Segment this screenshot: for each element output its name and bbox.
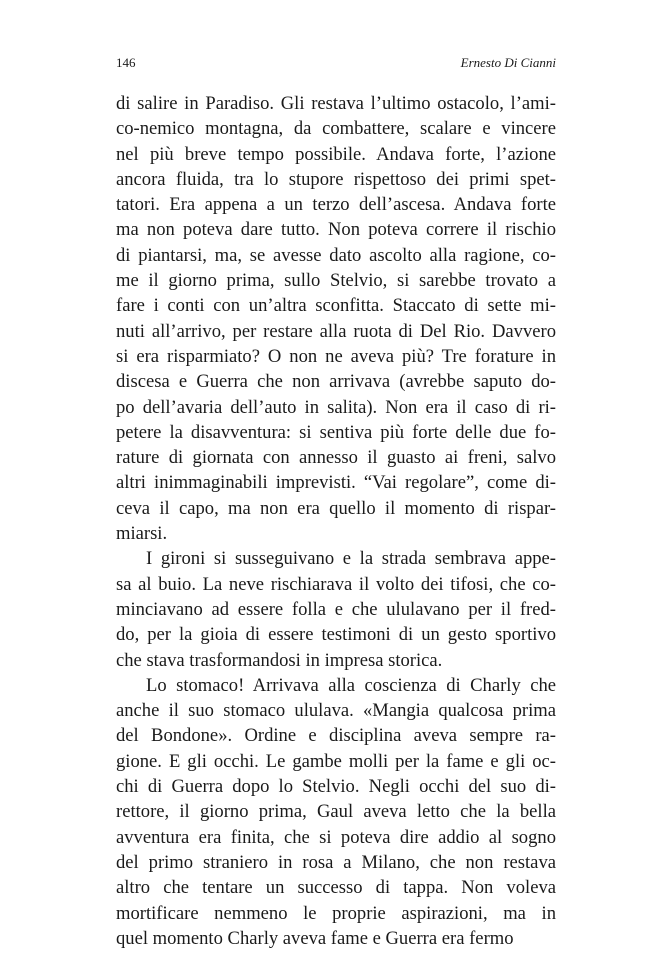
running-head-author: Ernesto Di Cianni	[460, 55, 556, 70]
text-line: me il giorno prima, sullo Stelvio, si sarebbe trovato a	[116, 270, 556, 292]
text-line: si era risparmiato? O non ne aveva più? Tre forature in	[116, 345, 556, 367]
text-line: di salire in Paradiso. Gli restava l’ultimo ostacolo, l’ami-	[116, 93, 556, 114]
text-line: altri inimmaginabili imprevisti. “Vai regolare”, come di-	[116, 472, 556, 494]
text-line: avventura era finita, che si poteva dire addio al sogno	[116, 826, 556, 848]
text-line: del Bondone». Ordine e disciplina aveva sempre ra-	[116, 725, 556, 747]
text-line: Lo stomaco! Arrivava alla coscienza di Charly che	[146, 674, 556, 696]
text-line: I gironi si susseguivano e la strada sembrava appe-	[146, 548, 556, 570]
text-line: ceva il capo, ma non era quello il momento di rispar-	[116, 497, 556, 519]
text-line: sa al buio. La neve rischiarava il volto dei tifosi, che co-	[116, 573, 556, 595]
text-line: rettore, il giorno prima, Gaul aveva letto che la bella	[116, 801, 556, 823]
paragraph	[116, 91, 556, 546]
page-header	[116, 55, 556, 77]
paragraph	[116, 673, 556, 951]
text-line: che stava trasformandosi in impresa storica.	[116, 649, 443, 671]
text-line: rature di giornata con annesso il guasto ai freni, salvo	[116, 447, 556, 469]
text-line: anche il suo stomaco ululava. «Mangia qualcosa prima	[116, 700, 556, 722]
text-line: do, per la gioia di essere testimoni di un gesto sportivo	[116, 624, 556, 646]
text-line: di piantarsi, ma, se avesse dato ascolto alla ragione, co-	[116, 244, 556, 266]
text-line: tatori. Era appena a un terzo dell’ascesa. Andava forte	[116, 194, 556, 216]
text-line: petere la disavventura: si sentiva più forte delle due fo-	[116, 421, 556, 443]
text-line: minciavano ad essere folla e che ululavano per il fred-	[116, 598, 556, 620]
text-line: gione. E gli occhi. Le gambe molli per la fame e gli oc-	[116, 750, 556, 772]
text-line: po dell’avaria dell’auto in salita). Non era il caso di ri-	[116, 396, 556, 418]
text-line: chi di Guerra dopo lo Stelvio. Negli occhi del suo di-	[116, 776, 556, 798]
text-line: altro che tentare un successo di tappa. Non voleva	[116, 877, 556, 899]
text-line: discesa e Guerra che non arrivava (avrebbe saputo do-	[116, 371, 556, 393]
paragraph	[116, 546, 556, 672]
page-number: 146	[116, 55, 136, 70]
text-line: fare i conti con un’altra sconfitta. Staccato di sette mi-	[116, 295, 556, 317]
text-line: quel momento Charly aveva fame e Guerra era fermo	[116, 927, 514, 949]
text-line: nel più breve tempo possibile. Andava forte, l’azione	[116, 143, 556, 165]
text-line: del primo straniero in rosa a Milano, che non restava	[116, 851, 556, 873]
text-line: nuti all’arrivo, per restare alla ruota di Del Rio. Davvero	[116, 320, 556, 342]
text-line: ancora fluida, tra lo stupore rispettoso dei primi spet-	[116, 168, 556, 190]
text-line: mortificare nemmeno le proprie aspirazioni, ma in	[116, 902, 556, 924]
book-page	[116, 55, 556, 949]
body-text	[116, 91, 556, 951]
text-line: co-nemico montagna, da combattere, scalare e vincere	[116, 118, 556, 140]
text-line: ma non poteva dare tutto. Non poteva correre il rischio	[116, 219, 556, 241]
text-line: miarsi.	[116, 523, 168, 545]
